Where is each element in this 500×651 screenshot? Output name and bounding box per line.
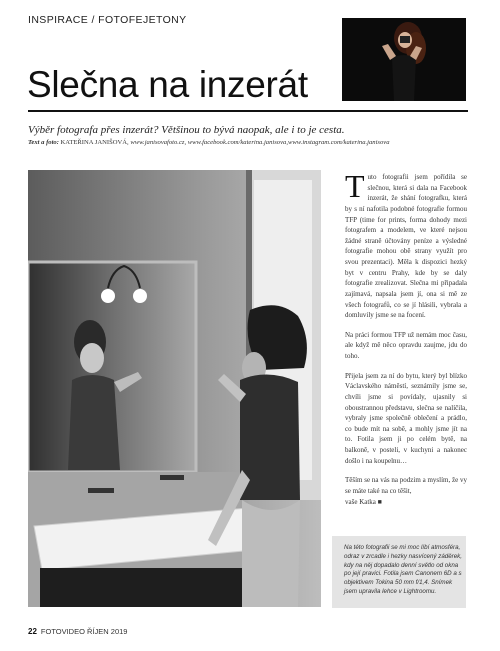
author-credit [28,139,478,146]
end-mark: ■ [377,497,382,506]
page-footer [28,627,127,636]
main-photo-image [28,170,321,607]
author-portrait-image [342,18,466,101]
paragraph-3: Přijela jsem za ní do bytu, který byl blízko Václavského náměstí, seznámily jsme se, chvíli jsme si povídaly, ujasnily si oboustrannou představu, slečna se nalíčila, vybraly jsme společně oblečení a prádlo, co bude mít na sobě, a mohly jsme jít na to. Fotila jsem ji po celém bytě, na balkoně, v posteli, v kuchyni a nakonec došlo i na koupelnu… [345,371,467,465]
section-label: INSPIRACE / FOTOFEJETONY [28,14,187,26]
paragraph-1: Tuto fotografii jsem pořídila se slečnou, která si dala na Facebook inzerát, že shání fotografku, která by s ní nafotila podobné fotografie formou TFP (time for prints, forma dohody mezi fotografem a modelem, ve které nejsou žádné straně účtovány peníze a výsledné fotografie mohou obě strany využít pro svou prezentaci). Měla k dispozici hezký byt v centru Prahy, kde by se daly fotografie zrealizovat. Slečna mi připadala zajímavá, napsala jsem jí, ona si mě ze všech fotografů, co se jí hlásili, vybrala a domluvily jsme se na focení. [345,168,467,320]
article-title: Slečna na inzerát [27,64,308,105]
title-rule [28,110,468,112]
drop-cap: T [345,168,365,204]
credit-name: KATEŘINA JANIŠOVÁ, [60,139,129,146]
paragraph-4: Těším se na vás na podzim a myslím, že vy se máte také na co těšit, vaše Katka ■ [345,476,467,506]
magazine-issue: FOTOVIDEO ŘÍJEN 2019 [40,627,128,636]
credit-label: Text a foto: [28,139,59,146]
signature: vaše Katka [345,497,376,506]
article-body [345,168,467,516]
paragraph-2: Na práci formou TFP už nemám moc času, ale když mě něco opravdu zaujme, jdu do toho. [345,330,467,360]
photo-caption: Na této fotografii se mi moc líbí atmosféra, odraz v zrcadle i hezky nasvícený záděrek, kdy na něj dopadalo denní světlo od okna po její pravici. Fotila jsem Canonem 6D a s objektivem Tokina 50 mm f/1,4. Snímek jsem upravila lehce v Lightroomu. [344,544,462,595]
page-number: 22 [28,627,37,636]
article-subtitle: Výběr fotografa přes inzerát? Většinou to bývá naopak, ale i to je cesta. [28,124,345,136]
credit-links: www.janisovafoto.cz, www.facebook.com/katerina.janisova,www.instagram.com/katerina.janisova [130,139,390,146]
